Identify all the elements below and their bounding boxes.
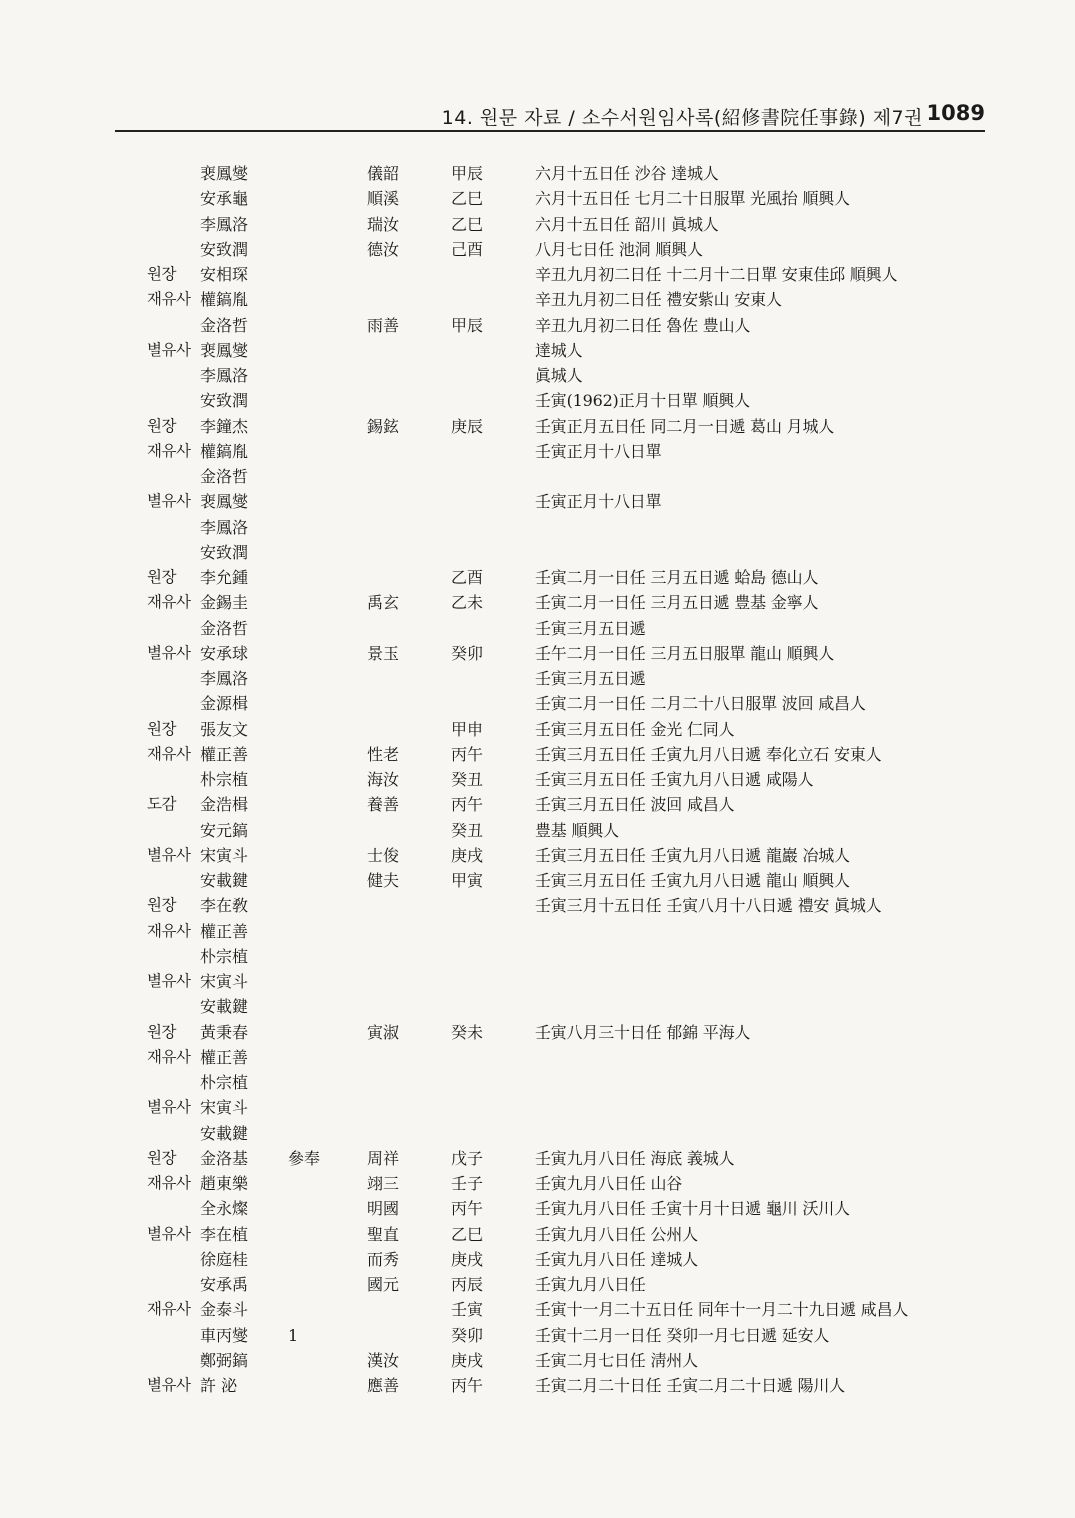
roster-row	[0, 489, 1075, 514]
person-name: 金洛哲	[200, 618, 249, 638]
person-name: 安載鍵	[200, 871, 249, 890]
person-name: 金錫圭	[200, 593, 249, 613]
person-name: 權鎬胤	[200, 290, 249, 310]
courtesy-name: 健夫	[367, 871, 400, 890]
appointment-note: 壬寅三月五日任 波回 咸昌人	[535, 795, 735, 815]
roster-row	[0, 1121, 1075, 1146]
courtesy-name: 性老	[367, 744, 400, 764]
person-name: 宋寅斗	[200, 845, 249, 865]
person-name: 安相琛	[200, 265, 249, 284]
appointment-note: 辛丑九月初二日任 十二月十二日單 安東佳邱 順興人	[535, 265, 898, 284]
appointment-note: 壬寅三月五日任 金光 仁同人	[535, 719, 735, 739]
office-title: 별유사	[147, 492, 191, 511]
roster-row	[0, 388, 1075, 413]
office-title: 원장	[147, 719, 176, 738]
roster-row	[0, 540, 1075, 565]
appointment-note: 辛丑九月初二日任 魯佐 豊山人	[535, 315, 751, 335]
roster-row	[0, 717, 1075, 742]
appointment-note: 壬寅正月五日任 同二月一日遞 葛山 月城人	[535, 416, 835, 436]
appointment-note: 八月七日任 池洞 順興人	[535, 239, 703, 259]
appointment-note: 壬寅九月八日任	[535, 1275, 646, 1294]
official-rank: 參奉	[288, 1148, 321, 1168]
birth-year: 丙午	[451, 744, 484, 764]
roster-row	[0, 1171, 1075, 1196]
roster-list	[0, 161, 1075, 1398]
roster-row	[0, 414, 1075, 439]
roster-row	[0, 818, 1075, 843]
office-title: 원장	[147, 1148, 176, 1167]
birth-year: 丙辰	[451, 1275, 484, 1294]
person-name: 金洛哲	[200, 467, 249, 486]
person-name: 金浩楫	[200, 795, 249, 815]
appointment-note: 壬寅三月五日任 壬寅九月八日遞 龍巖 冶城人	[535, 845, 850, 865]
appointment-note: 六月十五日任 七月二十日服單 光風抬 順興人	[535, 189, 850, 209]
roster-row	[0, 1045, 1075, 1070]
person-name: 車丙燮	[200, 1325, 249, 1345]
person-name: 安載鍵	[200, 1123, 249, 1143]
person-name: 李鳳洛	[200, 517, 249, 537]
courtesy-name: 明國	[367, 1199, 400, 1219]
person-name: 金洛基	[200, 1148, 249, 1168]
appointment-note: 六月十五日任 沙谷 達城人	[535, 164, 719, 183]
birth-year: 乙未	[451, 593, 484, 613]
person-name: 李允鍾	[200, 568, 249, 587]
roster-row	[0, 742, 1075, 767]
person-name: 金洛哲	[200, 315, 249, 335]
roster-row	[0, 1095, 1075, 1120]
roster-row	[0, 792, 1075, 817]
courtesy-name: 漢汝	[367, 1350, 400, 1370]
birth-year: 乙酉	[451, 568, 484, 587]
birth-year: 乙巳	[451, 1224, 484, 1244]
courtesy-name: 禹玄	[367, 593, 400, 613]
person-name: 安載鍵	[200, 997, 249, 1017]
roster-row	[0, 1297, 1075, 1322]
birth-year: 己酉	[451, 239, 484, 259]
person-name: 李在敎	[200, 896, 249, 916]
roster-row	[0, 994, 1075, 1019]
appointment-note: 壬寅三月五日遞	[535, 669, 646, 688]
appointment-note: 壬寅二月二十日任 壬寅二月二十日遞 陽川人	[535, 1376, 845, 1395]
appointment-note: 壬寅二月七日任 淸州人	[535, 1350, 698, 1370]
roster-row	[0, 1323, 1075, 1348]
office-title: 원장	[147, 1022, 176, 1041]
person-name: 李在植	[200, 1224, 249, 1244]
roster-row	[0, 616, 1075, 641]
office-title: 원장	[147, 265, 176, 283]
roster-row	[0, 767, 1075, 792]
appointment-note: 壬寅三月五日任 壬寅九月八日遞 奉化立石 安東人	[535, 744, 882, 764]
person-name: 權正善	[200, 744, 249, 764]
roster-row	[0, 1272, 1075, 1297]
office-title: 원장	[147, 568, 176, 586]
person-name: 安致潤	[200, 239, 249, 259]
courtesy-name: 儀韶	[367, 164, 400, 183]
roster-row	[0, 641, 1075, 666]
courtesy-name: 聖直	[367, 1224, 400, 1244]
roster-row	[0, 868, 1075, 893]
birth-year: 庚戌	[451, 1249, 484, 1269]
office-title: 재유사	[147, 441, 191, 460]
person-name: 安致潤	[200, 542, 249, 562]
office-title: 재유사	[147, 921, 191, 940]
office-title: 재유사	[147, 744, 191, 763]
appointment-note: 壬午二月一日任 三月五日服單 龍山 順興人	[535, 643, 835, 663]
courtesy-name: 海汝	[367, 770, 400, 789]
roster-row	[0, 237, 1075, 262]
person-name: 宋寅斗	[200, 972, 249, 991]
courtesy-name: 寅淑	[367, 1022, 400, 1042]
person-name: 安元鎬	[200, 820, 249, 840]
person-name: 安承龜	[200, 189, 249, 209]
birth-year: 乙巳	[451, 189, 484, 209]
person-name: 朴宗植	[200, 770, 249, 789]
courtesy-name: 應善	[367, 1376, 400, 1395]
birth-year: 壬寅	[451, 1300, 484, 1320]
roster-row	[0, 186, 1075, 211]
person-name: 徐庭桂	[200, 1249, 249, 1269]
birth-year: 癸卯	[451, 643, 484, 663]
person-name: 李鳳洛	[200, 669, 249, 688]
birth-year: 丙午	[451, 1376, 484, 1395]
office-title: 재유사	[147, 1047, 191, 1066]
office-title: 별유사	[147, 643, 191, 662]
birth-year: 壬子	[451, 1174, 484, 1193]
courtesy-name: 順溪	[367, 189, 400, 209]
person-name: 趙東樂	[200, 1174, 249, 1193]
birth-year: 戊子	[451, 1148, 484, 1168]
roster-row	[0, 338, 1075, 363]
courtesy-name: 而秀	[367, 1249, 400, 1269]
roster-row	[0, 464, 1075, 489]
person-name: 朴宗植	[200, 946, 249, 966]
courtesy-name: 翊三	[367, 1174, 400, 1193]
person-name: 金源楫	[200, 694, 249, 714]
roster-row	[0, 919, 1075, 944]
birth-year: 甲申	[451, 719, 484, 739]
office-title: 별유사	[147, 1224, 191, 1243]
birth-year: 甲辰	[451, 315, 484, 335]
roster-row	[0, 363, 1075, 388]
birth-year: 癸卯	[451, 1325, 484, 1345]
roster-row	[0, 313, 1075, 338]
official-rank: 1	[288, 1325, 299, 1345]
birth-year: 丙午	[451, 1199, 484, 1219]
appointment-note: 豊基 順興人	[535, 820, 619, 840]
appointment-note: 壬寅十二月一日任 癸卯一月七日遞 延安人	[535, 1325, 830, 1345]
appointment-note: 辛丑九月初二日任 禮安紫山 安東人	[535, 290, 782, 310]
appointment-note: 壬寅九月八日任 公州人	[535, 1224, 698, 1244]
roster-row	[0, 161, 1075, 186]
person-name: 李鳳洛	[200, 214, 249, 234]
person-name: 全永燦	[200, 1199, 249, 1219]
office-title: 별유사	[147, 972, 191, 990]
roster-row	[0, 212, 1075, 237]
appointment-note: 壬寅二月一日任 三月五日遞 蛤島 德山人	[535, 568, 819, 587]
appointment-note: 壬寅九月八日任 山谷	[535, 1174, 683, 1193]
office-title: 재유사	[147, 1174, 191, 1192]
birth-year: 庚辰	[451, 416, 484, 436]
person-name: 權正善	[200, 1047, 249, 1067]
courtesy-name: 士俊	[367, 845, 400, 865]
person-name: 金泰斗	[200, 1300, 249, 1320]
roster-row	[0, 1222, 1075, 1247]
appointment-note: 壬寅九月八日任 達城人	[535, 1249, 698, 1269]
person-name: 安承球	[200, 643, 249, 663]
appointment-note: 壬寅三月五日遞	[535, 618, 646, 638]
office-title: 별유사	[147, 1376, 191, 1394]
person-name: 權鎬胤	[200, 441, 249, 461]
birth-year: 甲辰	[451, 164, 484, 183]
courtesy-name: 德汝	[367, 239, 400, 259]
birth-year: 癸丑	[451, 770, 484, 789]
roster-row	[0, 944, 1075, 969]
person-name: 朴宗植	[200, 1073, 249, 1092]
appointment-note: 壬寅九月八日任 海底 義城人	[535, 1148, 735, 1168]
birth-year: 癸丑	[451, 820, 484, 840]
courtesy-name: 養善	[367, 795, 400, 815]
roster-row	[0, 439, 1075, 464]
courtesy-name: 錫鉉	[367, 416, 400, 436]
birth-year: 庚戌	[451, 1350, 484, 1370]
appointment-note: 壬寅二月一日任 二月二十八日服單 波回 咸昌人	[535, 694, 866, 714]
roster-row	[0, 1196, 1075, 1221]
appointment-note: 壬寅三月十五日任 壬寅八月十八日遞 禮安 眞城人	[535, 896, 882, 916]
person-name: 權正善	[200, 921, 249, 941]
person-name: 李鳳洛	[200, 366, 249, 385]
person-name: 李鐘杰	[200, 416, 249, 436]
birth-year: 癸未	[451, 1022, 484, 1042]
roster-row	[0, 1373, 1075, 1398]
courtesy-name: 周祥	[367, 1148, 400, 1168]
office-title: 별유사	[147, 340, 191, 359]
roster-row	[0, 1070, 1075, 1095]
appointment-note: 壬寅二月一日任 三月五日遞 豊基 金寧人	[535, 593, 819, 613]
appointment-note: 壬寅三月五日任 壬寅九月八日遞 咸陽人	[535, 770, 814, 789]
roster-row	[0, 287, 1075, 312]
appointment-note: 壬寅正月十八日單	[535, 492, 662, 512]
courtesy-name: 雨善	[367, 315, 400, 335]
office-title: 원장	[147, 896, 176, 915]
office-title: 별유사	[147, 1098, 191, 1117]
courtesy-name: 國元	[367, 1275, 400, 1294]
roster-row	[0, 1146, 1075, 1171]
roster-row	[0, 515, 1075, 540]
roster-row	[0, 565, 1075, 590]
appointment-note: 壬寅(1962)正月十日單 順興人	[535, 391, 750, 411]
birth-year: 乙巳	[451, 214, 484, 234]
birth-year: 庚戌	[451, 845, 484, 865]
office-title: 별유사	[147, 845, 191, 864]
roster-row	[0, 1020, 1075, 1045]
page-header	[115, 100, 985, 132]
page-number: 1089	[926, 101, 985, 125]
appointment-note: 壬寅九月八日任 壬寅十月十日遞 龜川 沃川人	[535, 1199, 850, 1219]
person-name: 許 泌	[200, 1376, 238, 1395]
courtesy-name: 景玉	[367, 643, 400, 663]
roster-row	[0, 691, 1075, 716]
roster-row	[0, 262, 1075, 287]
roster-row	[0, 893, 1075, 918]
person-name: 安致潤	[200, 391, 249, 411]
roster-row	[0, 969, 1075, 994]
appointment-note: 壬寅十一月二十五日任 同年十一月二十九日遞 咸昌人	[535, 1300, 909, 1320]
person-name: 裵鳳燮	[200, 340, 249, 360]
appointment-note: 壬寅三月五日任 壬寅九月八日遞 龍山 順興人	[535, 871, 850, 890]
office-title: 재유사	[147, 593, 191, 612]
appointment-note: 眞城人	[535, 366, 583, 385]
person-name: 裵鳳燮	[200, 164, 249, 183]
courtesy-name: 瑞汝	[367, 214, 400, 234]
office-title: 재유사	[147, 290, 191, 309]
person-name: 宋寅斗	[200, 1098, 249, 1118]
person-name: 黃秉春	[200, 1022, 249, 1042]
appointment-note: 壬寅八月三十日任 郁錦 平海人	[535, 1022, 751, 1042]
office-title: 도감	[147, 795, 176, 814]
person-name: 張友文	[200, 719, 249, 739]
roster-row	[0, 590, 1075, 615]
birth-year: 甲寅	[451, 871, 484, 890]
person-name: 鄭弼鎬	[200, 1350, 249, 1370]
roster-row	[0, 843, 1075, 868]
appointment-note: 達城人	[535, 340, 583, 360]
roster-row	[0, 1247, 1075, 1272]
appointment-note: 六月十五日任 韶川 眞城人	[535, 214, 719, 234]
roster-row	[0, 1348, 1075, 1373]
office-title: 원장	[147, 416, 176, 435]
person-name: 安承禹	[200, 1275, 249, 1294]
roster-row	[0, 666, 1075, 691]
appointment-note: 壬寅正月十八日單	[535, 441, 662, 461]
birth-year: 丙午	[451, 795, 484, 815]
office-title: 재유사	[147, 1300, 191, 1319]
person-name: 裵鳳燮	[200, 492, 249, 512]
running-title: 14. 원문 자료 / 소수서원임사록(紹修書院任事錄) 제7권	[441, 107, 923, 129]
